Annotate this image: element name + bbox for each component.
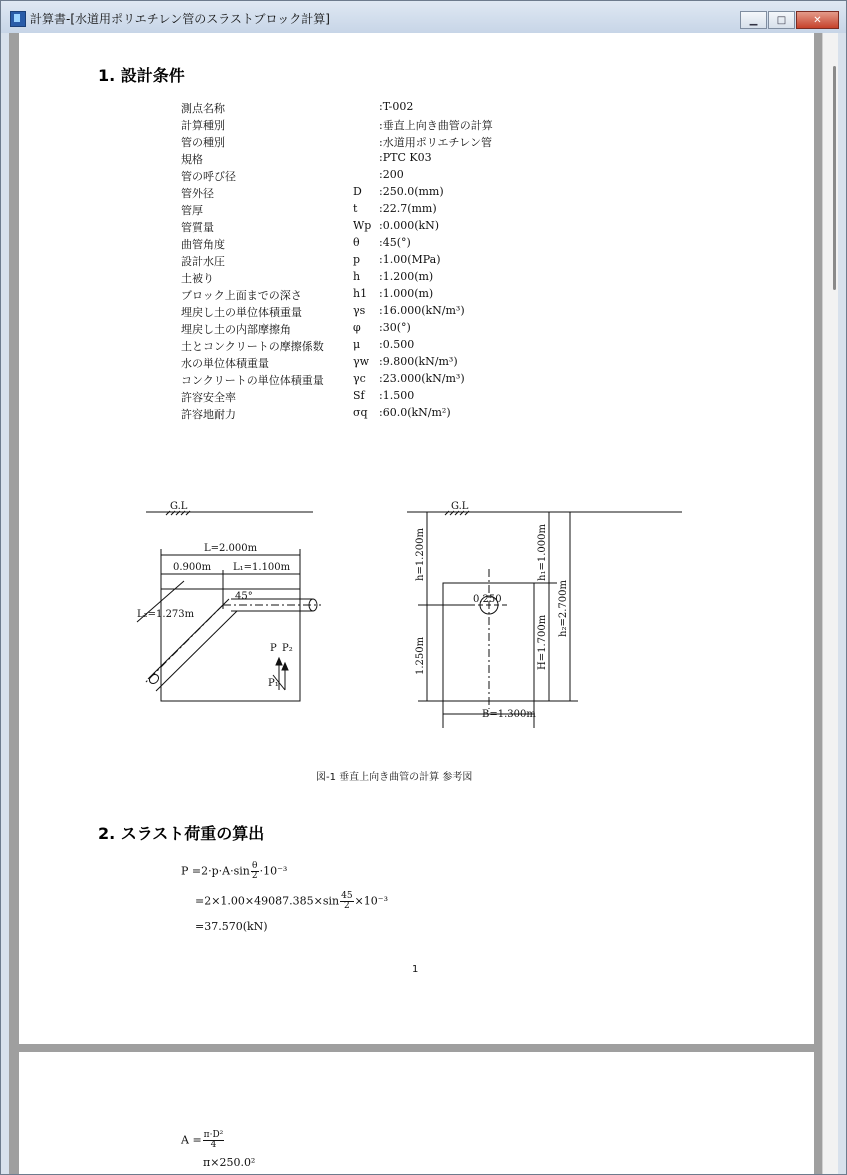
B-label: B=1.300m xyxy=(482,709,536,720)
param-name: 水の単位体積重量 xyxy=(181,357,269,370)
gl-label-left: G.L xyxy=(170,501,188,512)
formula-numerator: 45 xyxy=(341,891,353,901)
formula-fraction xyxy=(251,862,259,881)
figure-caption: 図-1 垂直上向き曲管の計算 参考図 xyxy=(316,772,473,783)
formula-fraction xyxy=(340,892,353,911)
area-next-line: π×250.0² xyxy=(203,1156,256,1169)
param-symbol: σq xyxy=(353,406,368,419)
param-value: :PTC K03 xyxy=(379,151,432,164)
param-name: 曲管角度 xyxy=(181,238,225,251)
L1-label: L₁=1.100m xyxy=(233,562,291,573)
section-2-title: 2. スラスト荷重の算出 xyxy=(98,824,265,843)
param-symbol: h1 xyxy=(353,287,368,300)
thrust-result: =37.570(kN) xyxy=(195,920,268,933)
formula-denominator: 2 xyxy=(251,871,258,881)
param-value: :1.00(MPa) xyxy=(379,253,441,266)
thrust-formula-line-1 xyxy=(181,862,287,881)
document-page-1 xyxy=(19,33,814,1044)
param-symbol: Sf xyxy=(353,389,365,402)
document-page-2 xyxy=(19,1052,814,1174)
title-bar[interactable] xyxy=(1,1,846,33)
formula-suffix: ·10⁻³ xyxy=(259,864,288,878)
force-P-label: P xyxy=(270,643,277,654)
param-value: :23.000(kN/m³) xyxy=(379,372,465,385)
param-symbol: θ xyxy=(353,236,360,249)
param-value: :0.500 xyxy=(379,338,415,351)
param-name: 測点名称 xyxy=(181,102,225,115)
param-symbol: γs xyxy=(353,304,366,317)
param-name: 管の呼び径 xyxy=(181,170,236,183)
param-name: 計算種別 xyxy=(181,119,225,132)
vertical-scrollbar[interactable] xyxy=(822,33,838,1174)
param-value: :9.800(kN/m³) xyxy=(379,355,458,368)
param-name: コンクリートの単位体積重量 xyxy=(181,374,324,387)
param-symbol: Wp xyxy=(353,219,372,232)
window-title: 計算書-[水道用ポリエチレン管のスラストブロック計算] xyxy=(30,12,330,26)
param-value: :1.200(m) xyxy=(379,270,434,283)
h-label: h=1.200m xyxy=(415,528,426,581)
param-value: :水道用ポリエチレン管 xyxy=(379,136,492,149)
force-P2-arrowhead xyxy=(282,663,288,670)
param-symbol: γc xyxy=(353,372,366,385)
param-value: :0.000(kN) xyxy=(379,219,440,232)
formula-denominator: 2 xyxy=(343,901,350,911)
maximize-button[interactable]: □ xyxy=(768,11,795,29)
area-prefix: A = xyxy=(181,1133,202,1147)
area-numerator: π·D² xyxy=(203,1130,224,1140)
param-name: 設計水圧 xyxy=(181,255,225,268)
reference-figure xyxy=(19,33,814,1044)
param-symbol: p xyxy=(353,253,361,266)
document-viewer[interactable] xyxy=(9,33,838,1174)
formula-prefix: P =2·p·A·sin xyxy=(181,864,250,878)
param-value: :T-002 xyxy=(379,100,414,113)
param-value: :垂直上向き曲管の計算 xyxy=(379,119,493,132)
param-name: 許容地耐力 xyxy=(181,408,236,421)
param-value: :60.0(kN/m²) xyxy=(379,406,451,419)
param-value: :16.000(kN/m³) xyxy=(379,304,465,317)
param-name: ブロック上面までの深さ xyxy=(181,289,302,302)
app-icon xyxy=(10,11,26,27)
segment-a-label: 0.900m xyxy=(173,562,212,573)
formula-numerator: θ xyxy=(252,861,258,871)
param-value: :1.000(m) xyxy=(379,287,434,300)
param-symbol: h xyxy=(353,270,361,283)
param-value: :30(°) xyxy=(379,321,411,334)
param-name: 規格 xyxy=(181,153,203,166)
param-value: :1.500 xyxy=(379,389,415,402)
area-denominator: 4 xyxy=(210,1140,217,1150)
param-name: 埋戻し土の内部摩擦角 xyxy=(181,323,291,336)
param-symbol: γw xyxy=(353,355,369,368)
param-symbol: φ xyxy=(353,321,361,334)
param-value: :45(°) xyxy=(379,236,411,249)
param-name: 許容安全率 xyxy=(181,391,236,404)
param-symbol: D xyxy=(353,185,362,198)
param-name: 土とコンクリートの摩擦係数 xyxy=(181,340,324,353)
close-button[interactable]: ✕ xyxy=(796,11,839,29)
param-name: 管質量 xyxy=(181,221,214,234)
param-name: 管厚 xyxy=(181,204,203,217)
param-name: 管外径 xyxy=(181,187,214,200)
pipe-diameter-label: 0.250 xyxy=(473,594,502,605)
left-height-label: 1.250m xyxy=(415,636,426,675)
param-value: :200 xyxy=(379,168,404,181)
L2-label: L₂=1.273m xyxy=(137,609,195,620)
inclined-pipe-bottom xyxy=(156,611,237,691)
section-1-title: 1. 設計条件 xyxy=(98,66,185,85)
param-name: 土被り xyxy=(181,272,214,285)
angle-label: 45° xyxy=(235,591,253,602)
param-name: 埋戻し土の単位体積重量 xyxy=(181,306,302,319)
param-symbol: μ xyxy=(353,338,361,351)
param-symbol: t xyxy=(353,202,358,215)
scrollbar-thumb[interactable] xyxy=(833,66,836,290)
param-value: :22.7(mm) xyxy=(379,202,437,215)
formula-prefix: =2×1.00×49087.385×sin xyxy=(195,894,340,908)
thrust-formula-line-2 xyxy=(195,892,388,911)
h2-label: h₂=2.700m xyxy=(558,580,569,637)
page-number: 1 xyxy=(412,964,419,975)
gl-label-right: G.L xyxy=(451,501,469,512)
formula-suffix: ×10⁻³ xyxy=(354,894,388,908)
minimize-button[interactable]: ▁ xyxy=(740,11,767,29)
force-P1-label: P₁ xyxy=(268,678,279,689)
H-label: H=1.700m xyxy=(537,614,548,670)
h1-label: h₁=1.000m xyxy=(537,524,548,581)
L-label: L=2.000m xyxy=(204,543,258,554)
param-value: :250.0(mm) xyxy=(379,185,444,198)
param-name: 管の種別 xyxy=(181,136,225,149)
force-P-arrowhead xyxy=(276,658,282,665)
area-fraction xyxy=(203,1131,225,1150)
force-P2-label: P₂ xyxy=(282,643,293,654)
area-formula xyxy=(181,1131,225,1150)
